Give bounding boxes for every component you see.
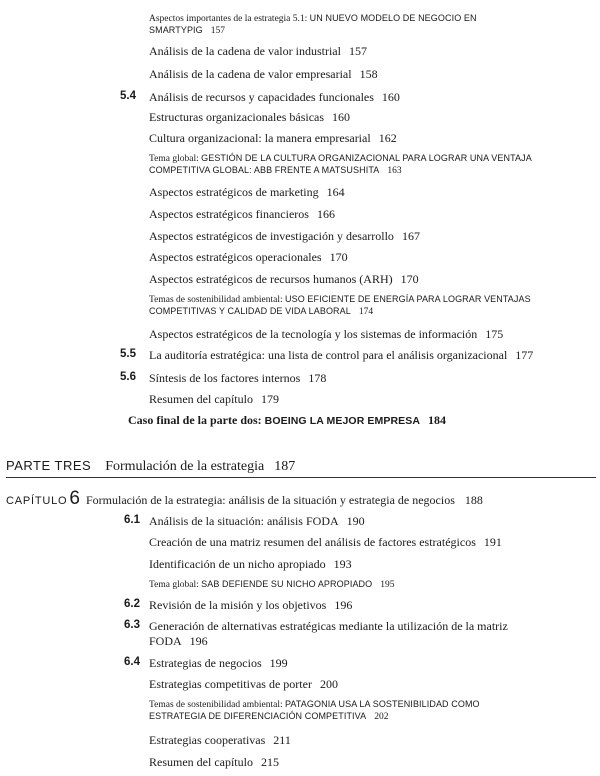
toc-entry[interactable]: Aspectos estratégicos de recursos humanos (ARH) 170 (149, 272, 419, 286)
toc-entry[interactable]: La auditoría estratégica: una lista de control para el análisis organizacional 177 (149, 348, 534, 362)
toc-entry[interactable]: Resumen del capítulo 179 (149, 392, 279, 406)
toc-entry-sab[interactable]: Tema global: SAB DEFIENDE SU NICHO APROPIADO 195 (149, 579, 395, 590)
toc-entry[interactable]: Aspectos estratégicos de la tecnología y los sistemas de información 175 (149, 327, 504, 341)
toc-entry[interactable]: Análisis de la situación: análisis FODA 190 (149, 514, 365, 528)
toc-entry[interactable]: Estrategias competitivas de porter 200 (149, 677, 338, 691)
toc-entry-smartypig-cont[interactable]: SMARTYPIG 157 (149, 25, 225, 36)
toc-entry-abb[interactable]: Tema global: GESTIÓN DE LA CULTURA ORGANIZACIONAL PARA LOGRAR UNA VENTAJA (149, 153, 532, 164)
part-page: 187 (274, 459, 296, 474)
toc-entry[interactable]: Estructuras organizacionales básicas 160 (149, 110, 351, 124)
toc-entry[interactable]: Revisión de la misión y los objetivos 196 (149, 598, 353, 612)
section-number: 5.4 (120, 90, 136, 102)
chapter-title: Formulación de la estrategia: análisis de la situación y estrategia de negocios (86, 493, 455, 507)
toc-entry[interactable]: Análisis de recursos y capacidades funcionales 160 (149, 90, 400, 104)
section-number: 6.2 (124, 598, 140, 610)
part-title: Formulación de la estrategia (105, 459, 265, 474)
chapter-page: 188 (464, 493, 483, 507)
toc-entry[interactable]: Estrategias de negocios 199 (149, 656, 288, 670)
toc-entry[interactable]: Síntesis de los factores internos 178 (149, 371, 327, 385)
toc-entry[interactable]: Creación de una matriz resumen del análisis de factores estratégicos 191 (149, 535, 502, 549)
toc-entry[interactable]: Estrategias cooperativas 211 (149, 733, 291, 747)
chapter-header[interactable] (6, 488, 483, 510)
toc-entry[interactable]: Aspectos estratégicos financieros 166 (149, 207, 335, 221)
toc-entry[interactable]: Resumen del capítulo 215 (149, 755, 279, 769)
toc-entry-patagonia[interactable]: Temas de sostenibilidad ambiental: PATAGONIA USA LA SOSTENIBILIDAD COMO (149, 699, 480, 710)
toc-entry[interactable]: Generación de alternativas estratégicas mediante la utilización de la matriz (149, 619, 508, 633)
toc-entry-final-case[interactable]: Caso final de la parte dos: BOEING LA MEJOR EMPRESA 184 (128, 413, 447, 427)
toc-entry[interactable]: Análisis de la cadena de valor industrial 157 (149, 44, 367, 58)
toc-entry-abb-cont[interactable]: COMPETITIVA GLOBAL: ABB FRENTE A MATSUSHITA 163 (149, 165, 402, 176)
toc-entry[interactable]: Aspectos estratégicos de marketing 164 (149, 185, 345, 199)
toc-entry[interactable]: Aspectos estratégicos de investigación y desarrollo 167 (149, 229, 420, 243)
toc-entry-cont[interactable]: FODA 196 (149, 634, 208, 648)
toc-entry-patagonia-cont[interactable]: ESTRATEGIA DE DIFERENCIACIÓN COMPETITIVA 202 (149, 711, 389, 722)
section-number: 6.4 (124, 656, 140, 668)
toc-entry[interactable]: Análisis de la cadena de valor empresarial 158 (149, 67, 378, 81)
toc-entry[interactable]: Identificación de un nicho apropiado 193 (149, 557, 352, 571)
part-three-header[interactable] (6, 457, 596, 478)
toc-entry-energia[interactable]: Temas de sostenibilidad ambiental: USO EFICIENTE DE ENERGÍA PARA LOGRAR VENTAJAS (149, 294, 531, 305)
section-number: 5.6 (120, 371, 136, 383)
chapter-label: CAPÍTULO (6, 495, 68, 507)
toc-entry-smartypig[interactable]: Aspectos importantes de la estrategia 5.1: UN NUEVO MODELO DE NEGOCIO EN (149, 13, 477, 24)
toc-entry[interactable]: Aspectos estratégicos operacionales 170 (149, 250, 348, 264)
part-label: PARTE TRES (6, 458, 92, 473)
section-number: 5.5 (120, 348, 136, 360)
section-number: 6.3 (124, 619, 140, 631)
toc-entry[interactable]: Cultura organizacional: la manera empresarial 162 (149, 131, 397, 145)
section-number: 6.1 (124, 514, 140, 526)
chapter-number: 6 (69, 488, 80, 509)
toc-entry-energia-cont[interactable]: COMPETITIVAS Y CALIDAD DE VIDA LABORAL 174 (149, 306, 374, 317)
